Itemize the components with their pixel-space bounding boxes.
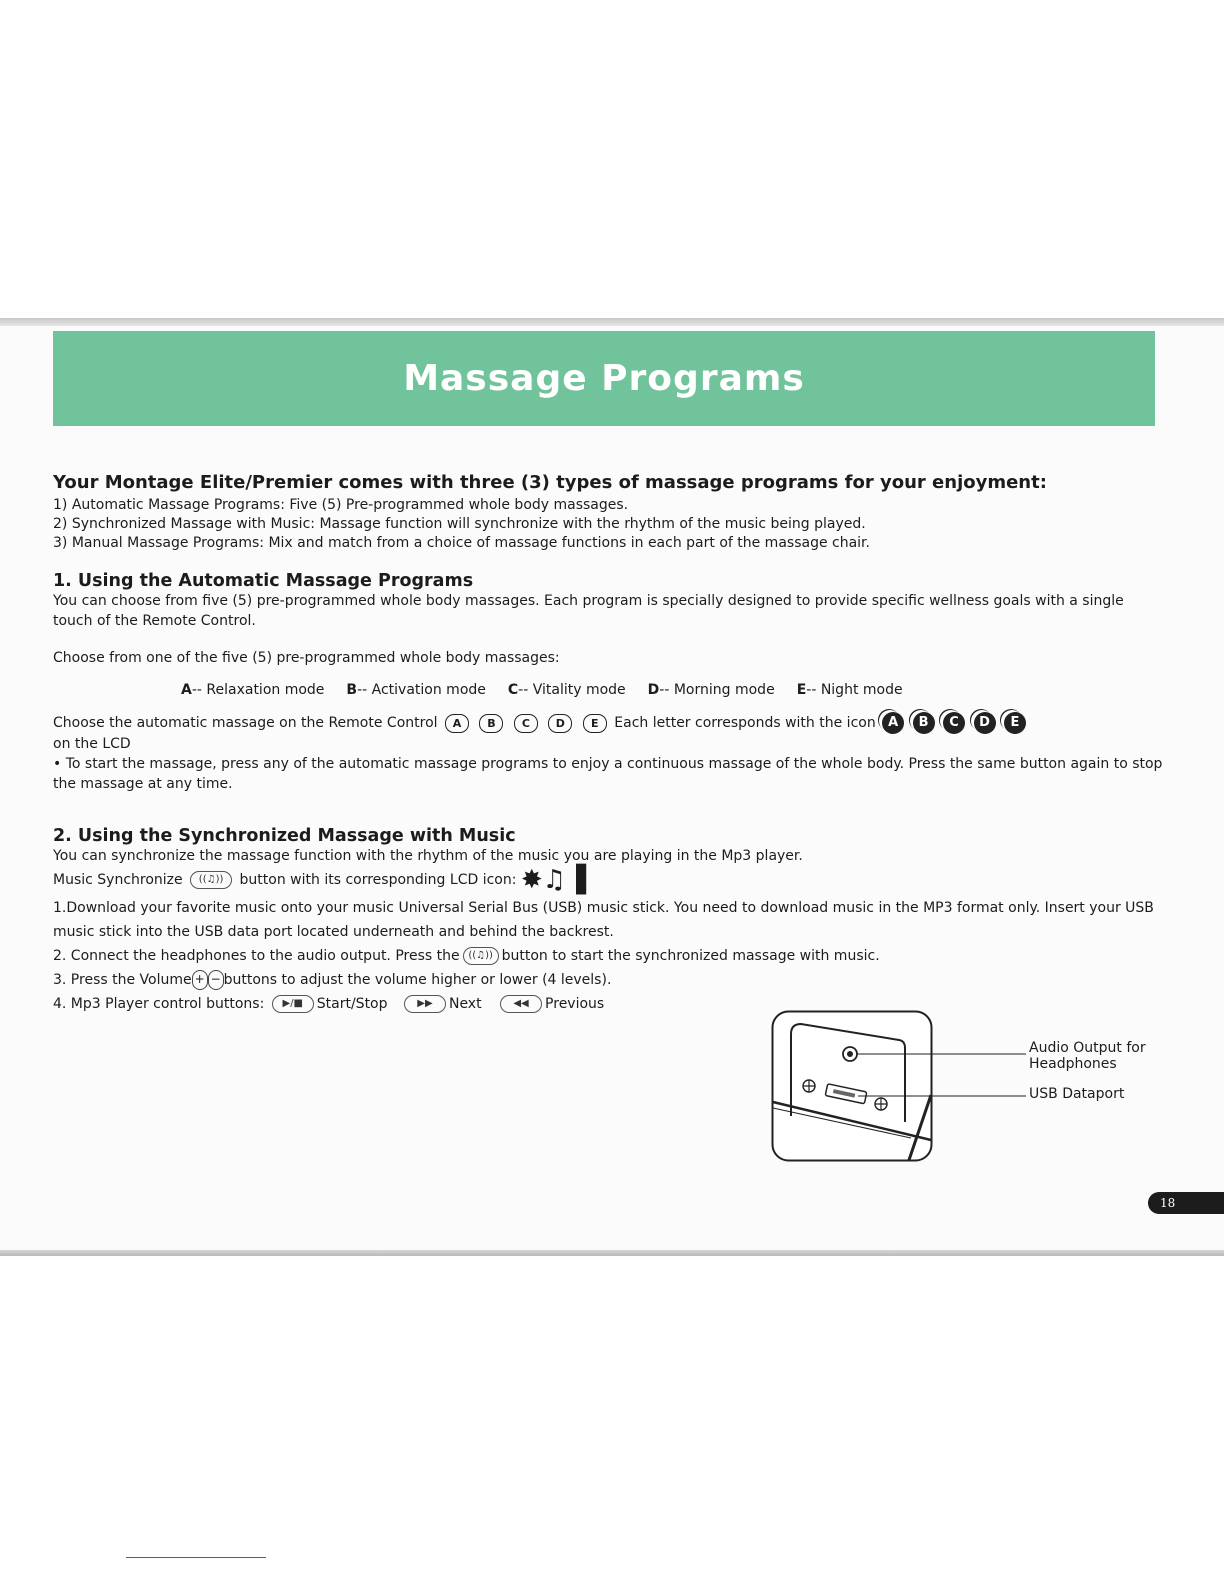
section1-para2: Choose from one of the five (5) pre-programmed whole body massages: xyxy=(53,650,560,666)
remote-line: Choose the automatic massage on the Remote Control A B C D E Each letter corresponds with the icon A B C D E on the LCD xyxy=(53,712,1163,754)
footer-underline xyxy=(126,1557,266,1558)
mode-item: E-- Night mode xyxy=(796,682,903,698)
intro-item: 1) Automatic Massage Programs: Five (5) Pre-programmed whole body massages. xyxy=(53,497,629,513)
sync-line: Music Synchronize ((♫)) button with its corresponding LCD icon: ✸♫▐ xyxy=(53,865,586,895)
lcd-d-icon: D xyxy=(974,712,996,734)
section1-para1: You can choose from five (5) pre-programmed whole body massages. Each program is specially designed to provide specific wellness goals with a single touch of the Remote Control. xyxy=(53,593,1124,629)
audio-output-label: Audio Output for Headphones xyxy=(1029,1040,1146,1072)
lcd-a-icon: A xyxy=(882,712,904,734)
intro-item: 2) Synchronized Massage with Music: Massage function will synchronize with the rhythm of the music being played. xyxy=(53,516,866,532)
page-number: 18 xyxy=(1148,1192,1224,1214)
lcd-b-icon: B xyxy=(913,712,935,734)
step-3: 3. Press the Volume + − buttons to adjust the volume higher or lower (4 levels). xyxy=(53,972,612,988)
mode-item: D-- Morning mode xyxy=(647,682,775,698)
music-sync-lcd-icon: ✸♫▐ xyxy=(520,865,586,895)
previous-icon: ◀◀ xyxy=(500,995,542,1013)
step-2: 2. Connect the headphones to the audio output. Press the ((♫)) button to start the synchronized massage with music. xyxy=(53,948,880,964)
section2-para1: You can synchronize the massage function with the rhythm of the music you are playing in the Mp3 player. xyxy=(53,848,803,864)
intro-title: Your Montage Elite/Premier comes with three (3) types of massage programs for your enjoyment: xyxy=(53,472,1047,493)
remote-button-c-icon: C xyxy=(514,714,538,733)
music-sync-button-icon: ((♫)) xyxy=(190,871,232,889)
lcd-e-icon: E xyxy=(1004,712,1026,734)
step-4: 4. Mp3 Player control buttons: ▶/■ Start/Stop ▶▶ Next ◀◀ Previous xyxy=(53,996,605,1012)
volume-minus-icon: − xyxy=(208,970,224,990)
intro-item: 3) Manual Massage Programs: Mix and match from a choice of massage functions in each part of the massage chair. xyxy=(53,535,870,551)
remote-button-b-icon: B xyxy=(479,714,503,733)
volume-plus-icon: + xyxy=(192,970,208,990)
step-1: 1.Download your favorite music onto your music Universal Serial Bus (USB) music stick. You need to download music in the MP3 format only. Insert your USB music stick into the USB data port located underneath and behind the backrest. xyxy=(53,900,1154,940)
remote-button-a-icon: A xyxy=(445,714,469,733)
next-icon: ▶▶ xyxy=(404,995,446,1013)
play-stop-icon: ▶/■ xyxy=(272,995,314,1013)
section1-title: 1. Using the Automatic Massage Programs xyxy=(53,571,474,591)
mode-item: A-- Relaxation mode xyxy=(181,682,325,698)
usb-dataport-label: USB Dataport xyxy=(1029,1086,1125,1102)
remote-button-d-icon: D xyxy=(548,714,572,733)
lcd-c-icon: C xyxy=(943,712,965,734)
section1-bullet: • To start the massage, press any of the automatic massage programs to enjoy a continuous massage of the whole body. Press the same button again to stop the massage at any time. xyxy=(53,756,1163,792)
mode-item: B-- Activation mode xyxy=(346,682,486,698)
mode-item: C-- Vitality mode xyxy=(507,682,626,698)
page-title: Massage Programs xyxy=(403,358,805,399)
section2-title: 2. Using the Synchronized Massage with Music xyxy=(53,826,516,846)
music-sync-button-icon: ((♫)) xyxy=(463,947,499,965)
remote-button-e-icon: E xyxy=(583,714,607,733)
